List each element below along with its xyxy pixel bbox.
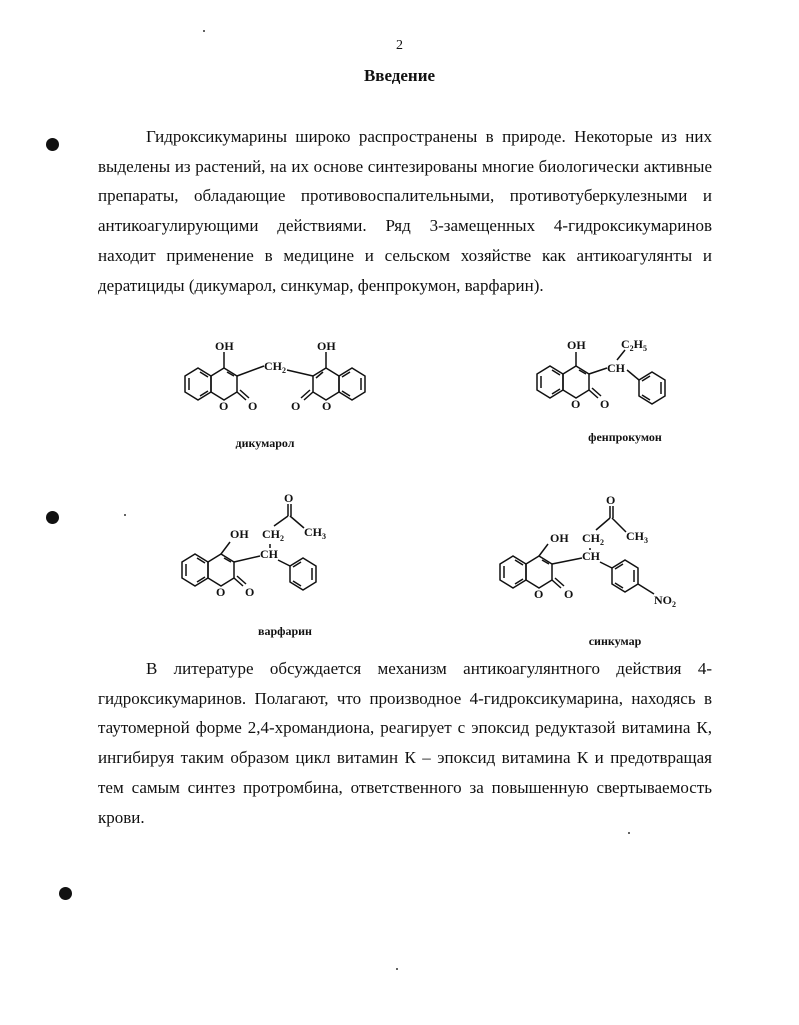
keto-oxygen-label: O: [564, 587, 574, 601]
phenprocoumon-caption: фенпрокумон: [588, 430, 662, 444]
ch-label: CH: [582, 549, 600, 563]
page-number: 2: [396, 38, 403, 53]
dicumarol-structure: [160, 338, 400, 428]
ethyl-label: $C_2H_5$: [621, 337, 648, 353]
carbonyl-oxygen-label: O: [606, 493, 616, 507]
keto-oxygen-label: O: [600, 397, 610, 411]
punch-hole-middle: [46, 511, 59, 524]
sincumar-caption: синкумар: [588, 634, 642, 648]
ch2-label: $CH_2$: [264, 359, 286, 375]
keto-oxygen-label: O: [248, 399, 258, 413]
mechanism-paragraph: В литературе обсуждается механизм антикоагулянтного действия 4-гидроксикумаринов. Полагают, что производное 4-гидроксикумарина, находясь в таутомерной форме 2,4-хромандиона, реагирует с эпоксид редуктазой витамина К, ингибируя таким образом цикл витамин К – эпоксид витамина К и предотвращая тем самым синтез протромбина, ответственного за повышенную свертываемость крови.: [98, 659, 712, 827]
pyranone-ring: [208, 554, 234, 586]
ch3-label: $CH_3$: [304, 525, 326, 541]
ring-oxygen-label: O: [534, 587, 544, 601]
oh-label: OH: [230, 527, 249, 541]
punch-hole-bottom: [59, 887, 72, 900]
phenprocoumon-structure: [525, 336, 705, 426]
pyranone-ring: [313, 368, 339, 400]
scan-speck: [203, 30, 205, 32]
carbonyl-oxygen-label: O: [284, 491, 294, 505]
ch-label: CH: [260, 547, 278, 561]
pyranone-ring: [526, 556, 552, 588]
punch-hole-top: [46, 138, 59, 151]
warfarin-caption: варфарин: [258, 624, 312, 638]
oh-label: OH: [550, 531, 569, 545]
warfarin-structure: [170, 491, 350, 614]
oh-label: OH: [215, 339, 234, 353]
intro-paragraph: Гидроксикумарины широко распространены в природе. Некоторые из них выделены из растений, на их основе синтезированы многие биологически активные препараты, обладающие противовоспалительными, противотуберкулезными и антикоагулирующими действиями. Ряд 3-замещенных 4-гидроксикумаринов находит применение в медицине и сельском хозяйстве как антикоагулянты и дератициды (дикумарол, синкумар, фенпрокумон, варфарин).: [98, 127, 712, 295]
nitro-label: $NO_2$: [654, 593, 676, 609]
ch-label: CH: [607, 361, 625, 375]
sincumar-structure: [488, 493, 708, 616]
keto-oxygen-label: O: [291, 399, 301, 413]
ch2-label: $CH_2$: [582, 531, 604, 547]
ring-oxygen-label: O: [571, 397, 581, 411]
oh-label: OH: [567, 338, 586, 352]
pyranone-ring: [563, 366, 589, 398]
scan-speck: [628, 832, 630, 834]
section-heading: Введение: [363, 66, 436, 85]
ch3-label: $CH_3$: [626, 529, 648, 545]
keto-oxygen-label: O: [245, 585, 255, 599]
ring-oxygen-label: O: [322, 399, 332, 413]
ring-oxygen-label: O: [219, 399, 229, 413]
scan-speck: [124, 514, 126, 516]
ring-oxygen-label: O: [216, 585, 226, 599]
ch2-label: $CH_2$: [262, 527, 284, 543]
scan-speck: [396, 968, 398, 970]
dicumarol-caption: дикумарол: [235, 436, 295, 450]
pyranone-ring: [211, 368, 237, 400]
oh-label: OH: [317, 339, 336, 353]
